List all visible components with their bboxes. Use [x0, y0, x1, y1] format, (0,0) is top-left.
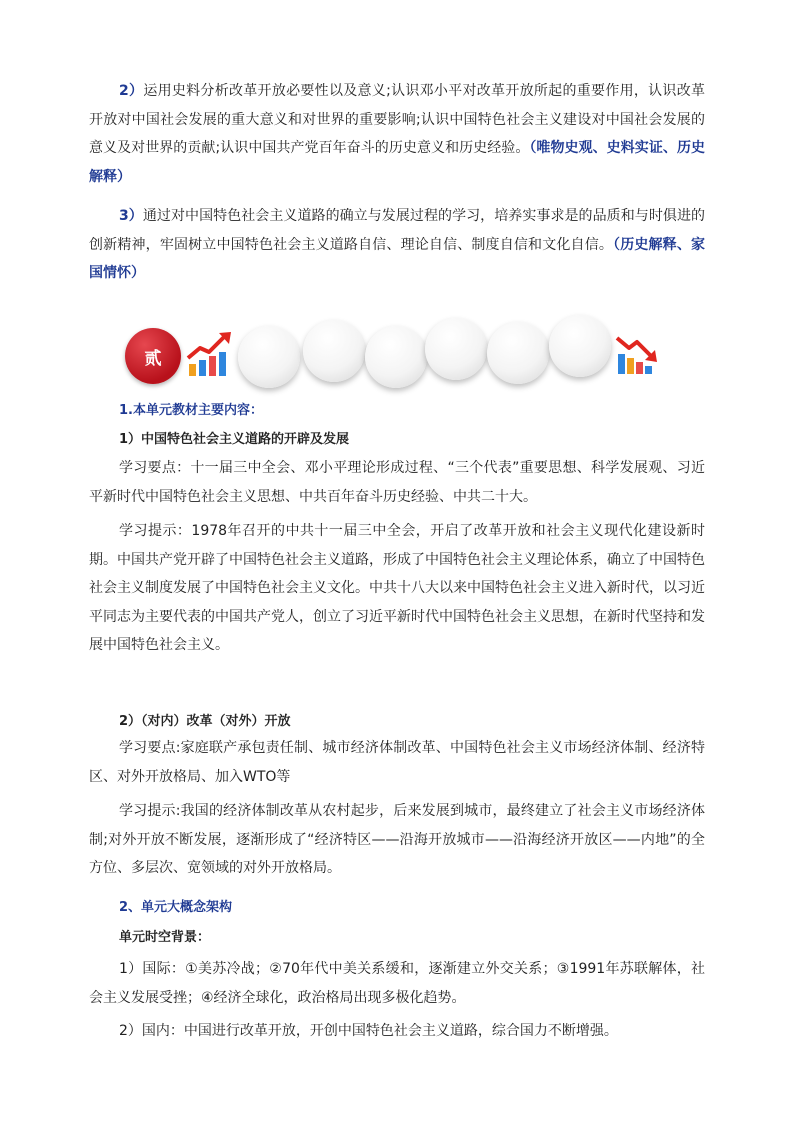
decline-chart-icon	[615, 330, 661, 376]
banner-ball-6	[549, 315, 611, 377]
objective-2-tag: （唯物史观、史料实证、历史解释）	[89, 140, 705, 185]
section-1-sub1-title: 1）中国特色社会主义道路的开辟及发展	[119, 432, 350, 447]
banner-ball-1	[238, 326, 300, 388]
objective-3-tag: （历史解释、家国情怀）	[89, 236, 706, 281]
banner-ball-4	[425, 318, 487, 380]
section-2-bg-title: 单元时空背景：	[119, 930, 211, 945]
section-1-sub2-points: 学习要点:家庭联产承包责任制、城市经济体制改革、中国特色社会主义市场经济体制、经济特区、对外开放格局、加入WTO等	[89, 740, 705, 785]
objective-2-number: 2）	[119, 83, 144, 99]
section-2-domestic: 2）国内：中国进行改革开放，开创中国特色社会主义道路，综合国力不断增强。	[119, 1023, 618, 1039]
objective-3-text: 通过对中国特色社会主义道路的确立与发展过程的学习，培养实事求是的品质和与时俱进的创新精神，牢固树立中国特色社会主义道路自信、理论自信、制度自信和文化自信。	[89, 208, 705, 253]
section-seal: 贰	[125, 328, 181, 384]
objective-3-number: 3）	[119, 208, 143, 224]
growth-chart-icon	[185, 330, 235, 380]
section-2-international: 1）国际：①美苏冷战；②70年代中美关系缓和，逐渐建立外交关系；③1991年苏联解体，社会主义发展受挫；④经济全球化，政治格局出现多极化趋势。	[89, 961, 705, 1006]
section-1-heading: 1.本单元教材主要内容：	[119, 403, 263, 418]
section-1-sub2-hint: 学习提示:我国的经济体制改革从农村起步，后来发展到城市，最终建立了社会主义市场经济体制;对外开放不断发展，逐渐形成了“经济特区——沿海开放城市——沿海经济开放区——内地”的全方位、多层次、宽领域的对外开放格局。	[89, 803, 705, 876]
section-1-sub2-title: 2）（对内）改革（对外）开放	[119, 714, 291, 729]
section-1-sub1-points: 学习要点：十一届三中全会、邓小平理论形成过程、“三个代表”重要思想、科学发展观、习近平新时代中国特色社会主义思想、中共百年奋斗历史经验、中共二十大。	[89, 460, 705, 505]
banner-ball-2	[303, 320, 365, 382]
section-1-sub1-hint: 学习提示：1978年召开的中共十一届三中全会，开启了改革开放和社会主义现代化建设新时期。中国共产党开辟了中国特色社会主义道路，形成了中国特色社会主义理论体系，确立了中国特色社会主义制度发展了中国特色社会主义文化。中共十八大以来中国特色社会主义进入新时代，以习近平同志为主要代表的中国共产党人，创立了习近平新时代中国特色社会主义思想，在新时代坚持和发展中国特色社会主义。	[89, 523, 705, 653]
banner-ball-3	[365, 326, 427, 388]
objective-3	[89, 202, 705, 288]
section-2-heading: 2、单元大概念架构	[119, 900, 233, 915]
objective-2	[89, 77, 705, 191]
section-banner	[125, 318, 670, 388]
objective-2-text: 运用史料分析改革开放必要性以及意义;认识邓小平对改革开放所起的重要作用，认识改革开放对中国社会发展的重大意义和对世界的重要影响;认识中国特色社会主义建设对中国社会发展的意义及对世界的贡献;认识中国共产党百年奋斗的历史意义和历史经验。	[89, 83, 705, 156]
banner-ball-5	[487, 322, 549, 384]
